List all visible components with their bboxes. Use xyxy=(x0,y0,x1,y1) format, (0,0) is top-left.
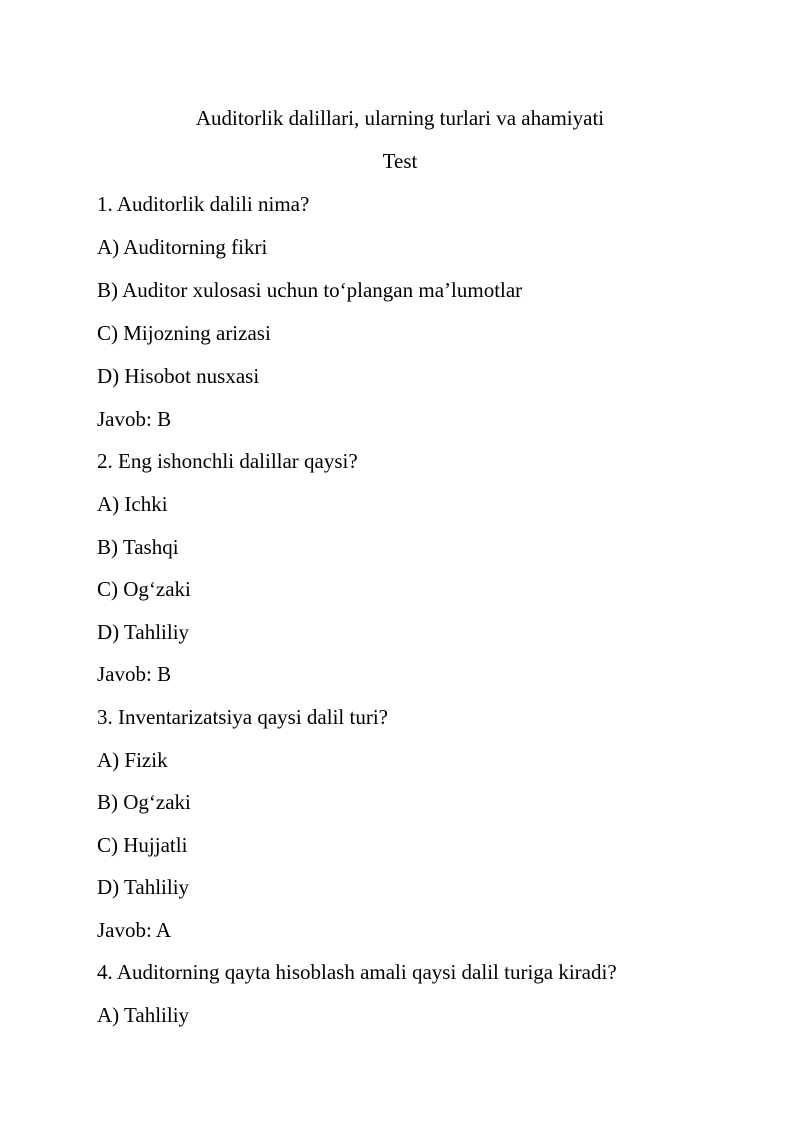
answer-option: C) Hujjatli xyxy=(97,833,188,857)
answer-option: C) Mijozning arizasi xyxy=(97,321,271,345)
document-title: Auditorlik dalillari, ularning turlari va ahamiyati xyxy=(195,106,605,130)
correct-answer: Javob: A xyxy=(97,918,172,942)
answer-option: D) Tahliliy xyxy=(97,875,190,899)
answer-option: D) Hisobot nusxasi xyxy=(97,364,260,388)
question-text: 4. Auditorning qayta hisoblash amali qaysi dalil turiga kiradi? xyxy=(97,960,617,984)
answer-option: B) Og‘zaki xyxy=(97,790,191,814)
question-text: 3. Inventarizatsiya qaysi dalil turi? xyxy=(97,705,388,729)
correct-answer: Javob: B xyxy=(97,662,172,686)
document-subtitle: Test xyxy=(382,149,418,173)
answer-option: A) Ichki xyxy=(97,492,168,516)
answer-option: C) Og‘zaki xyxy=(97,577,191,601)
answer-option: A) Tahliliy xyxy=(97,1003,190,1027)
question-text: 1. Auditorlik dalili nima? xyxy=(97,192,310,216)
question-text: 2. Eng ishonchli dalillar qaysi? xyxy=(97,449,358,473)
answer-option: D) Tahliliy xyxy=(97,620,190,644)
answer-option: A) Fizik xyxy=(97,748,168,772)
answer-option: A) Auditorning fikri xyxy=(97,235,268,259)
answer-option: B) Auditor xulosasi uchun to‘plangan ma’lumotlar xyxy=(97,278,523,302)
answer-option: B) Tashqi xyxy=(97,535,179,559)
correct-answer: Javob: B xyxy=(97,407,172,431)
